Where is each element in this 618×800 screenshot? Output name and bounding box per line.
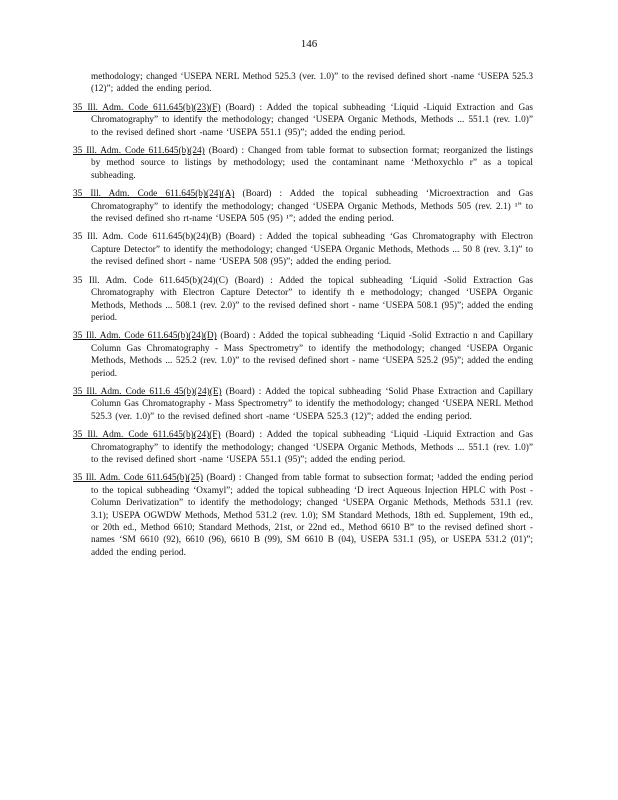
entry-citation: 35 Ill. Adm. Code 611.645(b)(24)	[73, 146, 205, 157]
entry-text: (Board) : Added the topical subheading ‘Liquid -Solid Extractio n and Capillary Column Gas Chromatography - Mass Spectrometry” to identify the methodology; changed ‘USEPA Organic Methods, Methods ... 525.2 (rev. 1.0)” to the revised defined short - name ‘USEPA 525.2 (95)”; added the ending period.	[91, 331, 533, 379]
entry-25	[73, 472, 533, 559]
entry-citation: 35 Ill. Adm. Code 611.645(b)(24)(B)	[73, 232, 221, 243]
continuation-paragraph: methodology; changed ‘USEPA NERL Method 525.3 (ver. 1.0)” to the revised defined short -name ‘USEPA 525.3 (12)”; added the ending period.	[91, 72, 533, 95]
entry-citation: 35 Ill. Adm. Code 611.645(b)(24)(C)	[73, 275, 229, 286]
entry-citation: 35 Ill. Adm. Code 611.645(b)(24)(D)	[73, 331, 217, 342]
entry-citation: 35 Ill. Adm. Code 611.6 45(b)(24)(E)	[73, 386, 222, 397]
entry-24c	[73, 275, 533, 325]
entry-23f	[73, 102, 533, 139]
entry-citation: 35 Ill. Adm. Code 611.645(b)(25)	[73, 473, 204, 484]
entry-24a	[73, 188, 533, 225]
document-body	[73, 71, 533, 565]
entry-text: (Board) : Added the topical subheading ‘Liquid -Liquid Extraction and Gas Chromatography” to identify the methodology; changed ‘USEPA Organic Methods, Methods ... 551.1 (rev. 1.0)” to the revised defined short -name ‘USEPA 551.1 (95)”; added the ending period.	[91, 430, 533, 465]
page-number: 146	[300, 38, 318, 50]
entry-text: (Board) : Added the topical subheading ‘Liquid -Liquid Extraction and Gas Chromatography” to identify the methodology; changed ‘USEPA Organic Methods, Methods ... 551.1 (rev. 1.0)” to the revised defined short -name ‘USEPA 551.1 (95)”; added the ending period.	[91, 102, 533, 138]
entry-24b	[73, 231, 533, 268]
entry-text: (Board) : Added the topical subheading ‘Solid Phase Extraction and Capillary Column Gas Chromatography - Mass Spectrometry” to identify the methodology; changed ‘USEPA NERL Method 525.3 (ver. 1.0)” to the revised defined short -name ‘USEPA 525.3 (12)”; added the ending period.	[91, 386, 533, 422]
entry-24e	[73, 386, 533, 423]
entry-24	[73, 145, 533, 182]
entry-24f	[73, 429, 533, 466]
entry-citation: 35 Ill. Adm. Code 611.645(b)(23)(F)	[73, 102, 221, 113]
entry-text: (Board) : Added the topical subheading ‘Liquid -Solid Extraction Gas Chromatography with Electron Capture Detector” to identify th e methodology; changed ‘USEPA Organic Methods, Methods ... 508.1 (rev. 2.0)” to the revised defined short - name ‘USEPA 508.1 (95)”; added the ending period.	[91, 275, 533, 323]
entry-citation: 35 Ill. Adm. Code 611.645(b)(24)(A)	[73, 189, 235, 200]
entry-text: (Board) : Added the topical subheading ‘Microextraction and Gas Chromatography” to identify the methodology; changed ‘USEPA Organic Methods, Methods 505 (rev. 2.1) ¹” to the revised defined sho rt-name ‘USEPA 505 (95) ¹”; added the ending period.	[91, 189, 533, 225]
entry-text: (Board) : Changed from table format to subsection format; reorganized the listings by method source to listings by methodology; used the contaminant name ‘Methoxychlo r” as a topical subheading.	[91, 146, 533, 181]
entry-text: (Board) : Changed from table format to subsection format; ¹added the ending period to the topical subheading ‘Oxamyl”; added the topical subheading ‘D irect Aqueous Injection HPLC with Post -Column Derivatization” to identify the methodology; changed ‘USEPA Organic Methods, Methods 531.1 (rev. 3.1); USEPA OGWDW Methods, Method 531.2 (rev. 1.0); SM Standard Methods, 18th ed. Supplement, 19th ed., or 20th ed., Method 6610; Standard Methods, 21st, or 22nd ed., Method 6610 B” to the revised defined short - names ‘SM 6610 (92), 6610 (96), 6610 B (99), SM 6610 B (04), USEPA 531.1 (95), or USEPA 531.2 (01)”; added the ending period.	[91, 473, 533, 558]
entry-24d	[73, 330, 533, 380]
entry-text: (Board) : Added the topical subheading ‘Gas Chromatography with Electron Capture Detector” to identify the methodology; changed ‘USEPA Organic Methods, Methods ... 50 8 (rev. 3.1)” to the revised defined short - name ‘USEPA 508 (95)”; added the ending period.	[91, 232, 533, 268]
entry-citation: 35 Ill. Adm. Code 611.645(b)(24)(F)	[73, 430, 221, 441]
